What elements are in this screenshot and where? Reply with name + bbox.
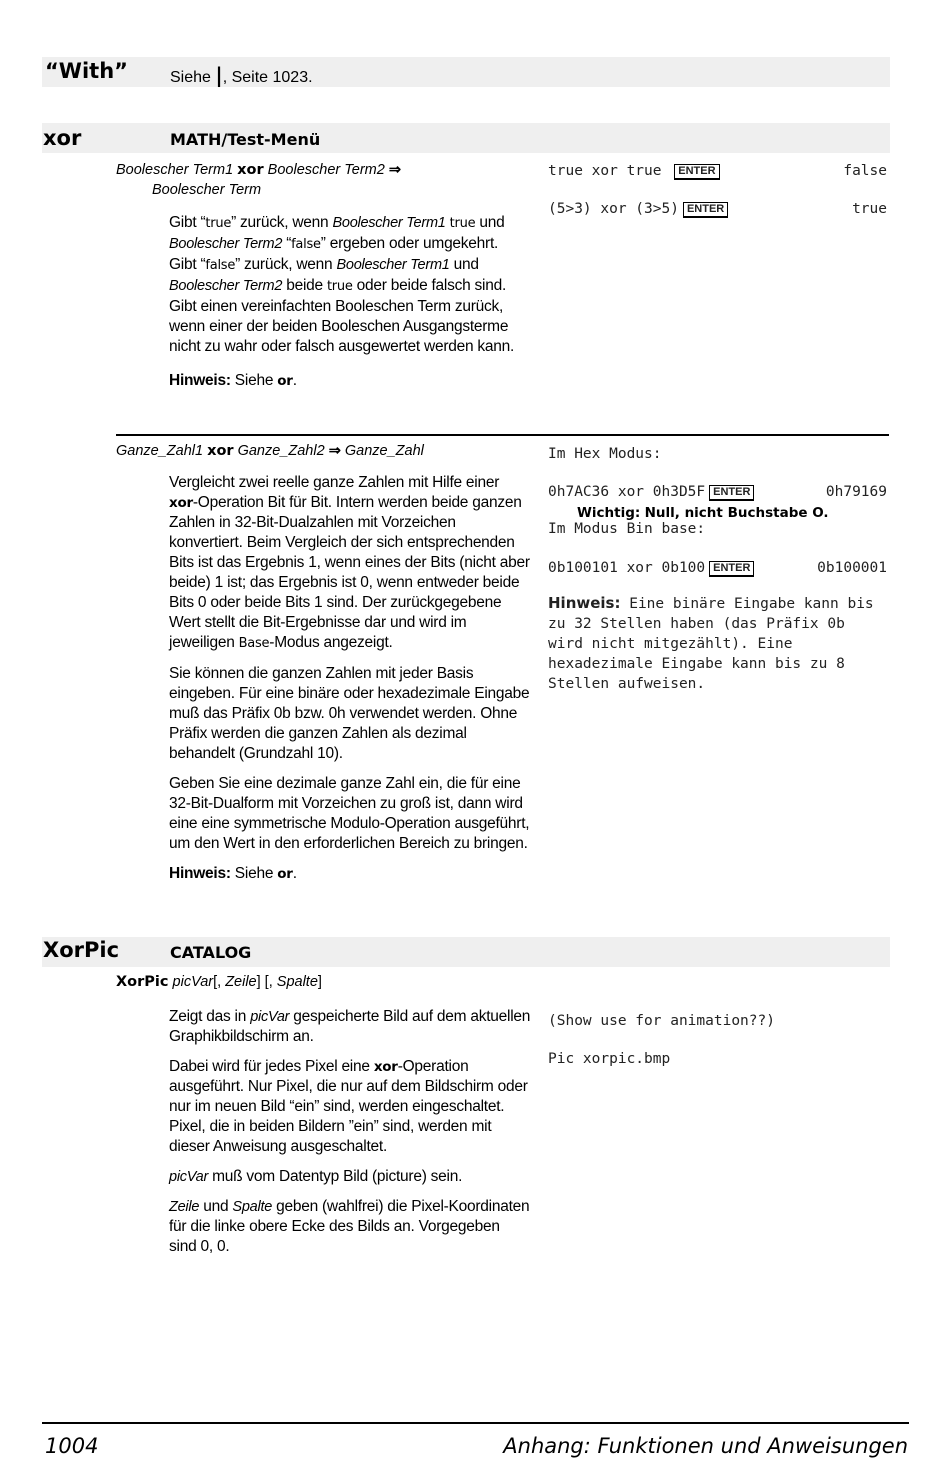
- hint-label: Hinweis:: [548, 594, 621, 612]
- important-label: Wichtig:: [577, 505, 641, 521]
- page-number: 1004: [45, 1434, 99, 1458]
- xorpic-paragraph-3: [169, 1167, 531, 1187]
- hint-text: Eine binäre Eingabe kann bis zu 32 Stellen haben (das Präfix 0b wird nicht mitgezählt). Eine hexadezimale Eingabe kann bis zu 8 Stellen aufweisen.: [548, 596, 874, 692]
- xorpic-paragraph-2: [169, 1057, 531, 1157]
- syntax-arg-b: Boolescher Term2: [267, 162, 385, 178]
- note-text: Siehe: [234, 372, 274, 389]
- syntax-arg-a: Ganze_Zahl1: [116, 443, 204, 459]
- binary-hint: [548, 593, 886, 694]
- p1-var: picVar: [250, 1009, 290, 1025]
- p2-text-b: -Operation ausgeführt. Nur Pixel, die nur auf dem Bildschirm oder nur im neuen Bild “ein” sind, werden eingeschaltet. Pixel, die in beiden Bildern ”ein” sind, werden mit dieser Anweisung ausgeschaltet.: [169, 1058, 528, 1155]
- bin-example: [548, 560, 754, 577]
- syntax-arg-1: picVar: [172, 974, 214, 990]
- xor-integer-description: [169, 473, 531, 884]
- example-row-2: [548, 201, 728, 218]
- desc2-paragraph-3: Geben Sie eine dezimale ganze Zahl ein, die für eine 32-Bit-Dualform mit Vorzeichen zu groß ist, dann wird eine eine symmetrische Modulo-Operation ausgeführt, um den Wert in den erforderlichen Bereich zu bringen.: [169, 775, 530, 852]
- xorpic-entry-name: XorPic: [43, 938, 120, 962]
- syntax-operator: xor: [237, 162, 264, 178]
- xorpic-syntax: XorPic picVar[, Zeile] [, Spalte]: [116, 974, 322, 990]
- syntax-command: XorPic: [116, 974, 169, 990]
- note-ref: or: [277, 373, 293, 389]
- xor-note-2: Hinweis: Siehe or.: [169, 865, 297, 882]
- xor-boolean-description: [169, 213, 531, 391]
- enter-key-icon: ENTER: [709, 485, 754, 501]
- xor-syntax-boolean: [116, 160, 516, 200]
- syntax-arg-3: Spalte: [276, 974, 318, 990]
- example-input: 0h7AC36 xor 0h3D5F: [548, 484, 706, 500]
- p1-text-a: Zeigt das in: [169, 1008, 251, 1025]
- p4-spalte: Spalte: [232, 1199, 273, 1215]
- p4-zeile: Zeile: [169, 1199, 200, 1215]
- example-result-1: false: [843, 163, 887, 179]
- section-divider: [116, 434, 889, 436]
- footer-title: Anhang: Funktionen und Anweisungen: [503, 1434, 908, 1458]
- note-ref: or: [277, 866, 293, 882]
- desc2-text-a: Vergleicht zwei reelle ganze Zahlen mit Hilfe einer: [169, 474, 500, 491]
- desc-true-paragraph: Gibt “true” zurück, wenn Boolescher Term1 true und Boolescher Term2 “false” ergeben oder umgekehrt.: [169, 214, 505, 252]
- xor-entry-name: xor: [43, 126, 82, 150]
- syntax-result: Boolescher Term: [152, 182, 262, 198]
- desc2-paragraph-1: [169, 473, 531, 654]
- example-input: true xor true: [548, 163, 662, 179]
- syntax-result: Ganze_Zahl: [344, 443, 424, 459]
- desc-false-paragraph: Gibt “false” zurück, wenn Boolescher Term1 und Boolescher Term2 beide true oder beide falsch sind.: [169, 256, 507, 294]
- with-entry-name: “With”: [45, 59, 128, 83]
- example-input: (5>3) xor (3>5): [548, 201, 679, 217]
- with-text-pre: Siehe: [170, 69, 216, 86]
- p1-text-b: gespeicherte Bild auf dem aktuellen Graphikbildschirm an.: [169, 1008, 531, 1045]
- xorpic-menu-path: CATALOG: [170, 943, 252, 962]
- p2-op: xor: [373, 1059, 398, 1075]
- desc2-base: Base: [238, 636, 270, 651]
- hex-mode-label: Im Hex Modus:: [548, 446, 662, 462]
- bin-mode-label: Im Modus Bin base:: [548, 521, 706, 537]
- syntax-arg-a: Boolescher Term1: [116, 162, 234, 178]
- with-reference: [170, 63, 313, 87]
- note-label: Hinweis:: [169, 865, 231, 882]
- xorpic-example-cmd: Pic xorpic.bmp: [548, 1051, 671, 1067]
- syntax-arg-b: Ganze_Zahl2: [237, 443, 325, 459]
- xor-note-1: Hinweis: Siehe or.: [169, 372, 297, 389]
- xorpic-paragraph-1: [169, 1007, 531, 1047]
- enter-key-icon: ENTER: [709, 561, 754, 577]
- example-input: 0b100101 xor 0b100: [548, 560, 706, 576]
- syntax-arrow: ⇒: [328, 443, 341, 459]
- xorpic-paragraph-4: [169, 1197, 531, 1257]
- hex-example-result: 0h79169: [825, 484, 887, 500]
- p3-text: muß vom Datentyp Bild (picture) sein.: [208, 1168, 463, 1185]
- with-text-post: , Seite 1023.: [222, 69, 313, 86]
- example-row-1: [548, 163, 720, 180]
- note-text: Siehe: [234, 865, 274, 882]
- syntax-operator: xor: [207, 443, 234, 459]
- desc-simplified-paragraph: Gibt einen vereinfachten Booleschen Term zurück, wenn einer der beiden Booleschen Ausgangsterme nicht zu wahr oder falsch ausgewertet werden kann.: [169, 298, 515, 355]
- p2-text-a: Dabei wird für jedes Pixel eine: [169, 1058, 374, 1075]
- p3-var: picVar: [169, 1169, 209, 1185]
- xorpic-example-note: (Show use for animation??): [548, 1013, 775, 1029]
- syntax-arg-2: Zeile: [225, 974, 257, 990]
- with-symbol: |: [215, 63, 223, 87]
- p4-und: und: [199, 1198, 233, 1215]
- syntax-arrow: ⇒: [388, 162, 401, 178]
- note-label: Hinweis:: [169, 372, 231, 389]
- xorpic-description: [169, 1007, 531, 1257]
- hex-example: [548, 484, 754, 501]
- important-text: Null, nicht Buchstabe O.: [644, 505, 829, 521]
- important-note: [577, 505, 829, 521]
- desc2-text-b: -Operation Bit für Bit. Intern werden beide ganzen Zahlen in 32-Bit-Dualzahlen mit Vorzeichen konvertiert. Beim Vergleich der sich entsprechenden Bits ist das Ergebnis 1, wenn eines der Bits (nicht aber beide) 1 ist; das Ergebnis ist 0, wenn entweder beide Bits 0 oder beide Bits 1 sind. Der zurückgegebene Wert stellt die Bit-Ergebnisse dar und wird im jeweiligen: [169, 494, 530, 651]
- footer-rule: [42, 1422, 909, 1424]
- enter-key-icon: ENTER: [683, 202, 728, 218]
- xor-syntax-integer: [116, 443, 424, 459]
- enter-key-icon: ENTER: [674, 164, 719, 180]
- bin-example-result: 0b100001: [817, 560, 887, 576]
- desc2-paragraph-2: Sie können die ganzen Zahlen mit jeder Basis eingeben. Für eine binäre oder hexadezimale Eingabe muß das Präfix 0b bzw. 0h verwendet werden. Ohne Präfix werden die ganzen Zahlen als dezimal behandelt (Grundzahl 10).: [169, 665, 530, 762]
- desc2-text-c: -Modus angezeigt.: [269, 634, 393, 651]
- p4-text: geben (wahlfrei) die Pixel-Koordinaten für die linke obere Ecke des Bilds an. Vorgegeben sind 0, 0.: [169, 1198, 530, 1255]
- example-result-2: true: [852, 201, 887, 217]
- xor-menu-path: MATH/Test-Menü: [170, 130, 321, 149]
- desc2-op: xor: [169, 495, 193, 511]
